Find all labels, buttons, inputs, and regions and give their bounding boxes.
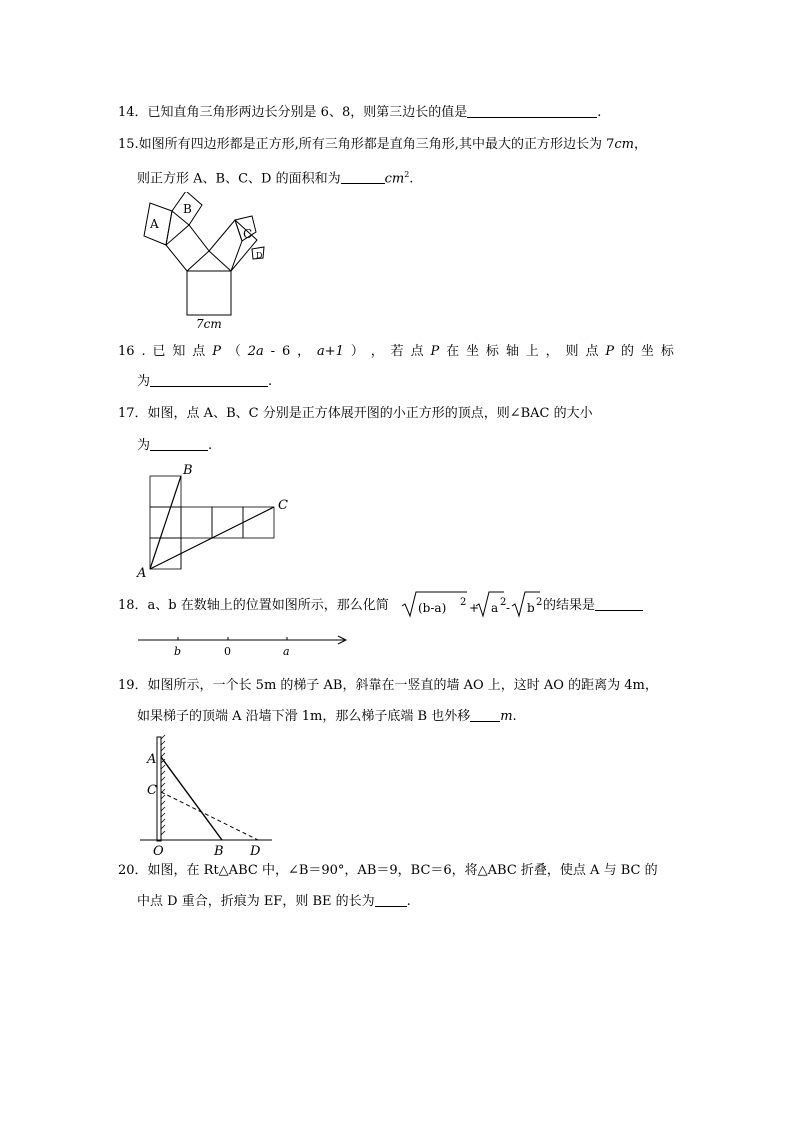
q16-char: P [430,344,440,359]
q15-left-square [166,225,209,271]
question-18 [118,596,389,616]
q19-answer-blank [470,707,500,722]
q19-label-A: A [147,752,157,767]
q17-segment-AB [150,476,181,569]
q16-char: （ [227,344,241,359]
q16-char: 知 [172,344,186,359]
q18-plus: + [469,601,480,615]
question-17-line-2 [137,436,212,456]
q16-char: 坐 [466,344,480,359]
q18-answer-blank [595,596,643,611]
q15-pythagoras-tree-figure [128,192,278,334]
q18-exponent-3: 2 [536,597,543,608]
question-16-line-1 [118,342,674,362]
q14-answer-blank [467,103,597,118]
q14-text: 14．已知直角三角形两边长分别是 6、8，则第三边长的值是 [118,105,468,120]
question-19-line-1 [118,676,658,696]
q18-radicand-1: (b-a) [418,601,447,615]
q17-label-A: A [137,566,147,580]
question-15-line-2 [137,165,413,189]
q20-line-1: 20．如图，在 Rt△ABC 中，∠B＝90°，AB＝9，BC＝6，将△ABC 折叠，使点 A 与 BC 的 [118,863,658,878]
q18-number-line [132,630,356,660]
q19-end: . [512,709,517,724]
q19-line-1: 19．如图所示，一个长 5m 的梯子 AB，斜靠在一竖直的墙 AO 上，这时 AO 的距离为 4m， [118,678,658,693]
q17-end: . [208,438,213,453]
q16-end: . [268,374,273,389]
q17-line-1: 17．如图，点 A、B、C 分别是正方体展开图的小正方形的顶点，则∠BAC 的大小 [118,406,593,421]
q15-label-C: C [243,227,253,241]
q18-radicand-3: b [527,601,535,615]
q15-line-1: 15.如图所有四边形都是正方形,所有三角形都是直角三角形,其中最大的正方形边长为 7 [118,137,615,152]
q20-end: . [406,894,411,909]
q18-exponent-1: 2 [460,597,467,608]
q16-char: 轴 [505,344,519,359]
q16-char: 点 [192,344,206,359]
q15-unit-sup: 2 [404,170,410,179]
q18-radicand-2: a [491,601,499,615]
q16-char: 坐 [640,344,654,359]
q15-label-B: B [183,202,192,216]
q16-char: 则 [565,344,579,359]
q19-label-C: C [147,783,157,798]
q16-char: 点 [410,344,424,359]
q17-line-2: 为 [137,438,151,453]
question-18-suffix [543,596,643,616]
q19-label-B: B [214,844,224,858]
q15-unit-2: cm [384,171,405,187]
question-20-line-1 [118,861,658,881]
q19-ladder-AB [161,757,222,840]
q19-unit: m [500,709,513,724]
q16-char: 标 [485,344,499,359]
q15-side-label: 7cm [196,317,222,331]
q20-answer-blank [375,892,407,907]
q17-label-B: B [183,463,193,478]
q15-label-A: A [150,217,159,231]
q16-char: 16 [118,344,135,359]
q16-char: 点 [585,344,599,359]
q15-unit-1: cm [614,137,634,152]
q18-suffix: 的结果是 [543,598,596,613]
q20-line-2: 中点 D 重合，折痕为 EF，则 BE 的长为 [137,894,375,909]
q18-axis-label-a: a [283,645,290,658]
question-17-line-1 [118,404,593,424]
q18-axis-label-zero: 0 [224,645,231,658]
q16-char: 在 [446,344,460,359]
q15-end: . [409,171,414,187]
q17-label-C: C [278,498,288,513]
q19-line-2: 如果梯子的顶端 A 沿墙下滑 1m，那么梯子底端 B 也外移 [137,709,471,724]
q15-line-2: 则正方形 A、B、C、D 的面积和为 [137,171,341,187]
q16-char: 上 [525,344,539,359]
q16-char: . [141,344,146,359]
q15-big-square [187,271,231,315]
q16-char: P [605,344,615,359]
q16-char: 已 [152,344,166,359]
q18-exponent-2: 2 [500,597,507,608]
q16-char: ， [370,344,384,359]
question-20-line-2 [137,892,411,912]
q16-char: ， [297,344,311,359]
question-15-line-1 [118,135,647,155]
q16-char: ） [350,344,364,359]
q14-end: . [597,105,602,120]
q16-char: 2a [247,344,264,359]
q17-cube-net-figure [132,460,292,580]
q19-ladder-CD [161,792,258,840]
q16-answer-blank [150,372,268,387]
q16-line-2: 为 [137,374,151,389]
q16-char: 若 [390,344,404,359]
q16-char: a+1 [317,344,344,359]
q19-label-D: D [250,844,261,858]
q16-char: 6 [281,344,291,359]
question-16-line-2 [137,372,272,392]
q17-answer-blank [150,436,208,451]
q15-answer-blank [341,169,385,184]
question-19-line-2 [137,707,517,727]
q16-char: - [270,344,276,359]
q19-ladder-figure [136,730,282,858]
q15-label-D: D [256,251,263,260]
q18-prefix: 18．a、b 在数轴上的位置如图所示，那么化简 [118,598,389,613]
q15-line-1-end: ， [633,137,647,152]
q16-char: 的 [621,344,635,359]
q18-axis-label-b: b [174,645,182,658]
q16-char: 标 [660,344,674,359]
q18-minus: - [506,601,511,615]
question-14 [118,103,601,123]
q19-label-O: O [153,844,164,858]
q16-char: P [212,344,221,359]
q16-char: ， [545,344,559,359]
